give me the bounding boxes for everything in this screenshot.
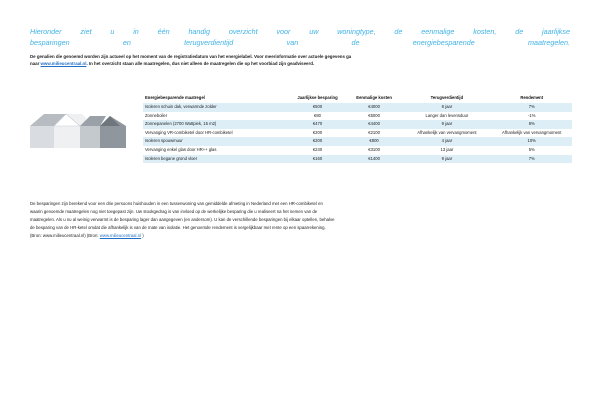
return-cell: -1% — [527, 112, 536, 118]
payback-cell: 4 jaar — [402, 137, 491, 146]
intro-text — [30, 26, 570, 48]
payback-cell: Langer dan levensduur — [425, 112, 469, 118]
payback-cell: 9 jaar — [402, 120, 491, 129]
note-part-2: naar — [30, 61, 41, 66]
return-cell: Afhankelijk van vervangmoment — [502, 129, 562, 135]
table-row — [143, 112, 572, 121]
cost-cell: €5000 — [368, 112, 380, 118]
header-annual-saving: Jaarlijkse besparing — [297, 95, 338, 100]
explanation-paragraph — [30, 200, 570, 240]
return-cell: 7% — [491, 103, 572, 112]
saving-cell: €200 — [312, 129, 323, 135]
intro-line-1: Hieronder ziet u in één handig overzicht voor uw woningtype, de eenmalige kosten, de jaarlijkse — [30, 27, 570, 36]
explanation-line-5 — [30, 232, 570, 240]
table-row — [143, 146, 572, 155]
measure-cell: Vervanging VR-combiketel door HR-combiketel — [145, 129, 233, 135]
header-measure: Energiebesparende maatregel — [145, 95, 205, 100]
saving-cell: €240 — [312, 146, 323, 152]
table-header-row — [143, 86, 572, 103]
cost-cell: €2100 — [368, 129, 380, 135]
source-suffix: ) — [141, 233, 144, 238]
source-prefix: (Bron: www.milieucentraal.nl) (Bron: — [30, 233, 100, 238]
measure-cell: Vervanging enkel glas door HR++ glas — [145, 146, 217, 152]
payback-cell: Afhankelijk van vervangmoment — [417, 129, 477, 135]
milieucentraal-link[interactable]: www.milieucentraal.nl — [40, 61, 87, 66]
explanation-line-3: maatregelen. Als u nu al weinig verwarmt is de besparing lager dan aangegeven (en andersom). U kan de verschillende besparingen bij elkaar optellen, behalve — [30, 217, 335, 222]
payback-cell: 13 jaar — [440, 146, 454, 152]
measures-table — [143, 86, 572, 163]
note-part-1: De genalien die genoemd worden zijn actueel op het moment van de registratiedatum van het energielabel. Voor meerinformatie over actuele gegevens ga — [30, 54, 352, 59]
note-part-3: . In het overzicht staan alle maatregelen, dus niet alleen de maatregelen die op het voorbiad zijn geadviseerd. — [86, 61, 315, 66]
return-cell: 8% — [491, 120, 572, 129]
saving-cell: €500 — [289, 103, 346, 112]
saving-cell: €200 — [289, 137, 346, 146]
explanation-line-4: de besparing van de HR-ketel omdat die afhankelijk is van de mate van isolatie. Het genoemde rendement is vergelijkbaar met rente op een spaarrekening. — [30, 225, 326, 230]
measure-cell: Isoleren begane grond vloer — [143, 155, 289, 164]
cost-cell: €3100 — [368, 146, 380, 152]
table-row — [143, 129, 572, 138]
cost-cell: €800 — [346, 137, 403, 146]
payback-cell: 8 jaar — [402, 103, 491, 112]
explanation-line-2: waarin genoemde maatregelen nog niet toegepast zijn. Uw stookgedrag is van invloed op de werkelijke besparing die u realiseert na het nemen van de — [30, 209, 318, 214]
header-return: Rendement — [520, 95, 544, 100]
return-cell: 5% — [528, 146, 535, 152]
header-payback: Terugverdientijd — [430, 95, 464, 100]
table-row — [143, 120, 572, 129]
intro-line-2: besparingen en terugverdientijd van de energiebesparende maatregelen. — [30, 38, 570, 47]
note-paragraph — [30, 53, 570, 67]
table-row — [143, 137, 572, 146]
return-cell: 7% — [491, 155, 572, 164]
table-row — [143, 103, 572, 112]
cost-cell: €1400 — [346, 155, 403, 164]
saving-cell: €80 — [314, 112, 321, 118]
explanation-line-1: De besparingen zijn berekend voor een drie persoons huishouden in een tussenwoning van gemiddelde afmeting in Nederland met een HR-combiketel en — [30, 201, 323, 206]
measure-cell: Zonnepanelen (2700 Wattpiek, 15 m2) — [143, 120, 289, 129]
source-link[interactable]: www.milieucentraal.nl — [99, 233, 142, 238]
return-cell: 10% — [491, 137, 572, 146]
cost-cell: €4400 — [346, 120, 403, 129]
cost-cell: €4000 — [346, 103, 403, 112]
house-icon — [30, 112, 130, 148]
header-one-time-cost: Eenmalige kosten — [356, 95, 392, 100]
measure-cell: Isoleren spouwmuur — [143, 137, 289, 146]
measure-cell: Isoleren schuin dak, verwarmde zolder — [143, 103, 289, 112]
measure-cell: Zonneboiler — [145, 112, 168, 118]
saving-cell: €160 — [289, 155, 346, 164]
table-row — [143, 155, 572, 164]
payback-cell: 9 jaar — [402, 155, 491, 164]
saving-cell: €470 — [289, 120, 346, 129]
